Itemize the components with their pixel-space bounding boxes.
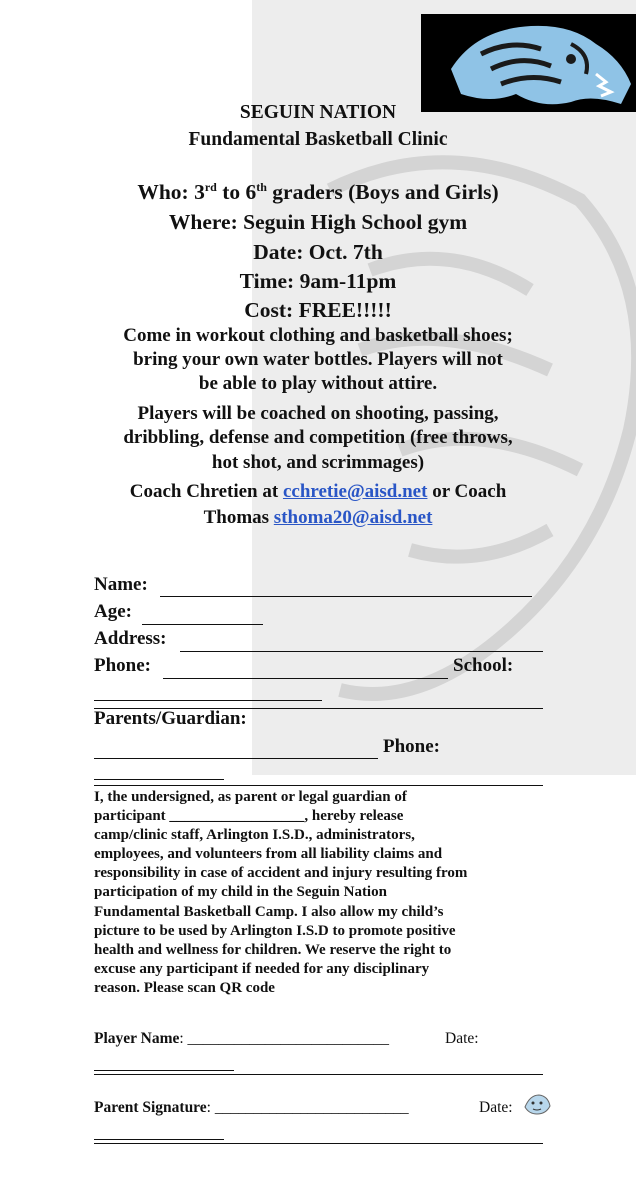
panther-logo xyxy=(421,14,636,112)
player-date-field[interactable] xyxy=(94,1070,234,1071)
parents-label: Parents/Guardian: xyxy=(94,708,247,729)
who-mid: to 6 xyxy=(216,180,257,204)
org-title: SEGUIN NATION xyxy=(239,102,397,123)
waiver-line: picture to be used by Arlington I.S.D to promote positive xyxy=(94,922,456,939)
waiver-line: participation of my child in the Seguin Nation xyxy=(94,884,387,901)
who-sup-rd: rd xyxy=(204,179,217,194)
player-name-label: Player Name xyxy=(94,1030,180,1047)
instruction-line-6: hot shot, and scrimmages) xyxy=(211,452,425,473)
date-line: Date: Oct. 7th xyxy=(253,240,383,264)
divider-line xyxy=(94,1074,543,1075)
school-field[interactable] xyxy=(94,700,322,701)
who-line xyxy=(0,177,636,207)
parent-phone-label: Phone: xyxy=(383,736,440,757)
school-label: School: xyxy=(453,655,514,676)
instruction-line-1: Come in workout clothing and basketball shoes; xyxy=(123,325,513,346)
divider-line xyxy=(94,1143,543,1144)
event-title: Fundamental Basketball Clinic xyxy=(188,129,448,150)
email-link-chretien[interactable]: cchretie@aisd.net xyxy=(282,481,428,502)
parent-date-field[interactable] xyxy=(94,1139,224,1140)
contact-line-1 xyxy=(0,480,636,504)
where-line: Where: Seguin High School gym xyxy=(168,210,468,234)
who-sup-th: th xyxy=(256,179,267,194)
cost-line: Cost: FREE!!!!! xyxy=(244,298,392,322)
waiver-line: I, the undersigned, as parent or legal guardian of xyxy=(94,789,407,805)
contact-mid: or Coach xyxy=(427,481,507,502)
waiver-line: participant __________________, hereby release xyxy=(94,808,404,825)
name-label: Name: xyxy=(94,574,148,595)
parent-date-label: Date: xyxy=(479,1099,513,1116)
player-name-row xyxy=(94,1030,389,1048)
waiver-line: responsibility in case of accident and injury resulting from xyxy=(94,865,468,882)
who-suffix: graders (Boys and Girls) xyxy=(266,180,499,204)
contact-prefix: Coach Chretien at xyxy=(129,481,283,502)
waiver-line: Fundamental Basketball Camp. I also allow my child’s xyxy=(94,903,444,920)
age-field[interactable] xyxy=(142,624,263,625)
parent-phone-field[interactable] xyxy=(94,779,224,780)
waiver-line: excuse any participant if needed for any disciplinary xyxy=(94,960,430,977)
player-name-field[interactable]: : __________________________ xyxy=(179,1030,390,1047)
waiver-text xyxy=(94,788,554,998)
divider-line xyxy=(94,785,543,786)
parent-signature-field[interactable]: : _________________________ xyxy=(206,1099,409,1116)
email-link-thomas[interactable]: sthoma20@aisd.net xyxy=(273,507,433,528)
address-field[interactable] xyxy=(180,651,543,652)
waiver-line: camp/clinic staff, Arlington I.S.D., administrators, xyxy=(94,827,415,844)
contact2-prefix: Thomas xyxy=(203,507,274,528)
parent-signature-row xyxy=(94,1099,409,1117)
contact-line-2 xyxy=(0,506,636,530)
waiver-line: health and wellness for children. We reserve the right to xyxy=(94,941,452,958)
instruction-line-2: bring your own water bottles. Players will not xyxy=(133,349,503,370)
who-prefix: Who: 3 xyxy=(137,180,205,204)
panther-small-icon xyxy=(522,1092,552,1118)
address-label: Address: xyxy=(94,628,167,649)
phone-field[interactable] xyxy=(163,678,448,679)
instruction-line-3: be able to play without attire. xyxy=(198,373,438,394)
time-line: Time: 9am-11pm xyxy=(239,269,397,293)
player-date-label: Date: xyxy=(445,1030,479,1047)
parents-field[interactable] xyxy=(94,758,378,759)
parent-signature-label: Parent Signature xyxy=(94,1099,207,1116)
instruction-line-4: Players will be coached on shooting, passing, xyxy=(137,403,499,424)
name-field[interactable] xyxy=(160,596,532,597)
age-label: Age: xyxy=(94,601,132,622)
waiver-line: employees, and volunteers from all liability claims and xyxy=(94,846,443,863)
instruction-line-5: dribbling, defense and competition (free throws, xyxy=(123,427,513,448)
phone-label: Phone: xyxy=(94,655,151,676)
waiver-line: reason. Please scan QR code xyxy=(94,979,275,996)
panther-logo-icon xyxy=(421,14,636,112)
